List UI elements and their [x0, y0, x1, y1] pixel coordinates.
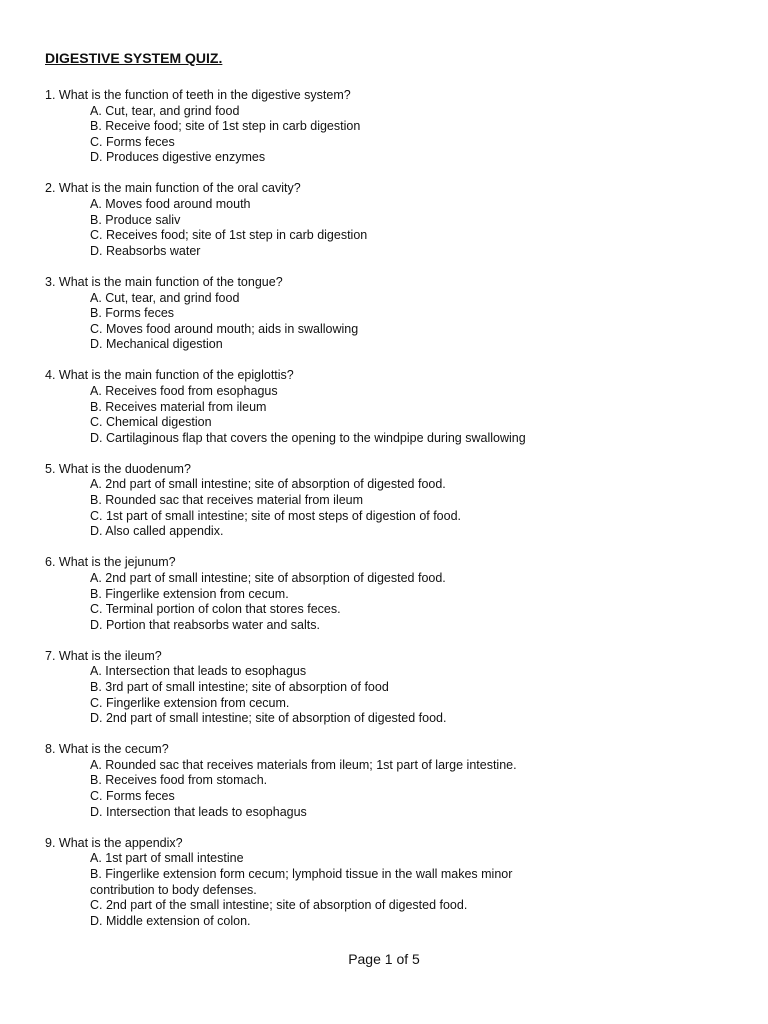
page-number: Page 1 of 5 [348, 951, 420, 967]
answer-option: B. Receives food from stomach. [90, 773, 268, 788]
answer-option: A. Cut, tear, and grind food [90, 103, 240, 118]
answer-option: C. Receives food; site of 1st step in carb digestion [90, 228, 368, 243]
answer-option: A. 1st part of small intestine [90, 851, 244, 866]
answer-options [45, 851, 745, 929]
answer-option: B. Receive food; site of 1st step in carb digestion [90, 119, 361, 134]
question-5 [45, 462, 745, 540]
answer-options [45, 477, 745, 539]
answer-options [45, 197, 745, 259]
answer-option: C. 2nd part of the small intestine; site of absorption of digested food. [90, 898, 468, 913]
answer-option: B. Forms feces [90, 306, 175, 321]
question-2 [45, 181, 745, 259]
question-text: 9. What is the appendix? [45, 835, 183, 850]
answer-option: B. Fingerlike extension form cecum; lymphoid tissue in the wall makes minor [90, 866, 513, 881]
question-text: 1. What is the function of teeth in the digestive system? [45, 88, 351, 102]
answer-option: B. Fingerlike extension from cecum. [90, 586, 289, 601]
answer-option: D. Middle extension of colon. [90, 913, 251, 928]
answer-option: C. Fingerlike extension from cecum. [90, 695, 290, 710]
answer-option: D. Also called appendix. [90, 524, 224, 539]
answer-option: A. Cut, tear, and grind food [90, 290, 240, 305]
answer-option: C. Terminal portion of colon that stores feces. [90, 602, 341, 617]
answer-option-continuation: contribution to body defenses. [90, 882, 257, 897]
answer-option: A. 2nd part of small intestine; site of absorption of digested food. [90, 570, 446, 585]
question-3 [45, 275, 745, 353]
question-text: 3. What is the main function of the tongue? [45, 274, 283, 289]
answer-option: D. Intersection that leads to esophagus [90, 804, 307, 819]
question-text: 4. What is the main function of the epiglottis? [45, 368, 294, 383]
question-7 [45, 649, 745, 727]
question-9 [45, 836, 745, 930]
answer-option: C. Forms feces [90, 789, 175, 804]
answer-option: D. 2nd part of small intestine; site of absorption of digested food. [90, 711, 447, 726]
quiz-page [45, 50, 745, 945]
question-6 [45, 555, 745, 633]
answer-option: A. Moves food around mouth [90, 197, 251, 212]
answer-options [45, 384, 745, 446]
answer-option: D. Mechanical digestion [90, 337, 223, 352]
answer-option: D. Reabsorbs water [90, 243, 201, 258]
question-4 [45, 368, 745, 446]
answer-option: A. Intersection that leads to esophagus [90, 664, 307, 679]
answer-option: C. Chemical digestion [90, 415, 212, 430]
answer-option: B. Produce saliv [90, 212, 181, 227]
answer-option: D. Portion that reabsorbs water and salts. [90, 617, 320, 632]
question-text: 8. What is the cecum? [45, 742, 169, 757]
answer-option: B. Rounded sac that receives material from ileum [90, 493, 364, 508]
answer-option: C. Moves food around mouth; aids in swallowing [90, 321, 359, 336]
question-8 [45, 742, 745, 820]
question-text: 6. What is the jejunum? [45, 555, 176, 570]
answer-options [45, 664, 745, 726]
answer-option: C. Forms feces [90, 134, 175, 149]
answer-option: A. Receives food from esophagus [90, 384, 278, 398]
page-title: DIGESTIVE SYSTEM QUIZ. [45, 50, 223, 66]
answer-options [45, 758, 745, 820]
answer-options [45, 291, 745, 353]
answer-options [45, 571, 745, 633]
answer-option: B. 3rd part of small intestine; site of absorption of food [90, 680, 389, 694]
question-text: 7. What is the ileum? [45, 648, 162, 663]
question-text: 2. What is the main function of the oral cavity? [45, 181, 301, 196]
answer-option: A. 2nd part of small intestine; site of absorption of digested food. [90, 477, 446, 492]
question-1 [45, 88, 745, 166]
answer-option: D. Produces digestive enzymes [90, 150, 266, 165]
answer-option: D. Cartilaginous flap that covers the opening to the windpipe during swallowing [90, 430, 526, 445]
answer-option: B. Receives material from ileum [90, 399, 267, 414]
answer-option: C. 1st part of small intestine; site of most steps of digestion of food. [90, 508, 462, 523]
answer-options [45, 104, 745, 166]
answer-option: A. Rounded sac that receives materials from ileum; 1st part of large intestine. [90, 757, 517, 772]
question-text: 5. What is the duodenum? [45, 461, 191, 476]
